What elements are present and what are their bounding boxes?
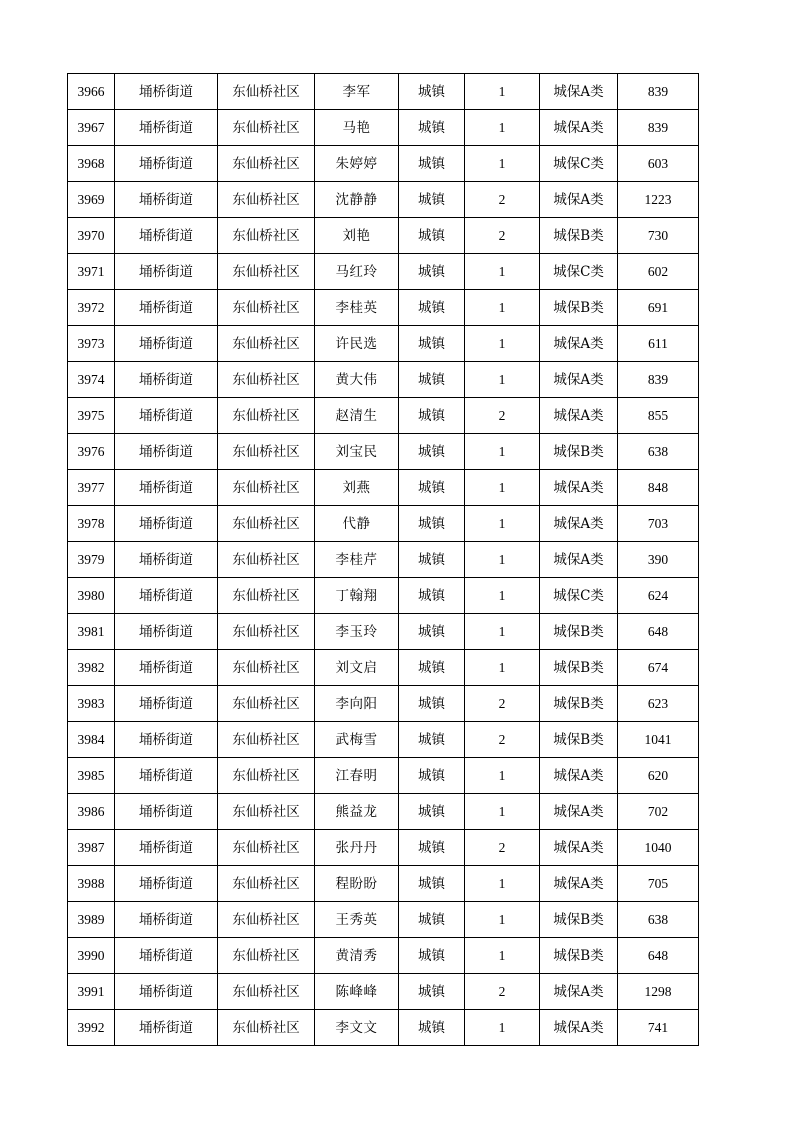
- amount-cell: 1298: [618, 974, 699, 1010]
- category-cell: 城保A类: [540, 830, 618, 866]
- name-cell: 武梅雪: [315, 722, 399, 758]
- household-type-cell: 城镇: [399, 938, 465, 974]
- community-cell: 东仙桥社区: [218, 254, 315, 290]
- table-row: [68, 218, 699, 254]
- category-cell: 城保A类: [540, 794, 618, 830]
- row-number: 3988: [68, 866, 115, 902]
- row-number: 3986: [68, 794, 115, 830]
- community-cell: 东仙桥社区: [218, 758, 315, 794]
- name-cell: 朱婷婷: [315, 146, 399, 182]
- street-cell: 埇桥街道: [115, 398, 218, 434]
- community-cell: 东仙桥社区: [218, 650, 315, 686]
- row-number: 3975: [68, 398, 115, 434]
- table-row: [68, 362, 699, 398]
- row-number: 3978: [68, 506, 115, 542]
- street-cell: 埇桥街道: [115, 794, 218, 830]
- household-type-cell: 城镇: [399, 110, 465, 146]
- community-cell: 东仙桥社区: [218, 110, 315, 146]
- household-type-cell: 城镇: [399, 74, 465, 110]
- street-cell: 埇桥街道: [115, 146, 218, 182]
- category-cell: 城保B类: [540, 218, 618, 254]
- household-type-cell: 城镇: [399, 722, 465, 758]
- name-cell: 江春明: [315, 758, 399, 794]
- member-count-cell: 1: [465, 938, 540, 974]
- community-cell: 东仙桥社区: [218, 686, 315, 722]
- street-cell: 埇桥街道: [115, 902, 218, 938]
- household-type-cell: 城镇: [399, 182, 465, 218]
- table-row: [68, 326, 699, 362]
- community-cell: 东仙桥社区: [218, 578, 315, 614]
- street-cell: 埇桥街道: [115, 326, 218, 362]
- amount-cell: 702: [618, 794, 699, 830]
- amount-cell: 390: [618, 542, 699, 578]
- household-type-cell: 城镇: [399, 362, 465, 398]
- community-cell: 东仙桥社区: [218, 722, 315, 758]
- member-count-cell: 1: [465, 866, 540, 902]
- table-row: [68, 866, 699, 902]
- household-type-cell: 城镇: [399, 470, 465, 506]
- household-type-cell: 城镇: [399, 1010, 465, 1046]
- community-cell: 东仙桥社区: [218, 218, 315, 254]
- household-type-cell: 城镇: [399, 218, 465, 254]
- row-number: 3987: [68, 830, 115, 866]
- category-cell: 城保A类: [540, 542, 618, 578]
- table-row: [68, 794, 699, 830]
- amount-cell: 624: [618, 578, 699, 614]
- community-cell: 东仙桥社区: [218, 326, 315, 362]
- community-cell: 东仙桥社区: [218, 398, 315, 434]
- name-cell: 马艳: [315, 110, 399, 146]
- row-number: 3989: [68, 902, 115, 938]
- name-cell: 黄清秀: [315, 938, 399, 974]
- name-cell: 代静: [315, 506, 399, 542]
- row-number: 3969: [68, 182, 115, 218]
- table-row: [68, 830, 699, 866]
- street-cell: 埇桥街道: [115, 434, 218, 470]
- member-count-cell: 1: [465, 578, 540, 614]
- category-cell: 城保A类: [540, 470, 618, 506]
- member-count-cell: 1: [465, 1010, 540, 1046]
- member-count-cell: 2: [465, 722, 540, 758]
- household-type-cell: 城镇: [399, 758, 465, 794]
- name-cell: 程盼盼: [315, 866, 399, 902]
- household-type-cell: 城镇: [399, 794, 465, 830]
- category-cell: 城保A类: [540, 398, 618, 434]
- street-cell: 埇桥街道: [115, 686, 218, 722]
- category-cell: 城保B类: [540, 434, 618, 470]
- name-cell: 王秀英: [315, 902, 399, 938]
- community-cell: 东仙桥社区: [218, 434, 315, 470]
- street-cell: 埇桥街道: [115, 254, 218, 290]
- amount-cell: 602: [618, 254, 699, 290]
- household-type-cell: 城镇: [399, 686, 465, 722]
- table-row: [68, 938, 699, 974]
- member-count-cell: 2: [465, 398, 540, 434]
- member-count-cell: 1: [465, 362, 540, 398]
- amount-cell: 741: [618, 1010, 699, 1046]
- table-row: [68, 614, 699, 650]
- member-count-cell: 1: [465, 758, 540, 794]
- row-number: 3984: [68, 722, 115, 758]
- community-cell: 东仙桥社区: [218, 146, 315, 182]
- table-row: [68, 398, 699, 434]
- amount-cell: 611: [618, 326, 699, 362]
- street-cell: 埇桥街道: [115, 290, 218, 326]
- name-cell: 丁翰翔: [315, 578, 399, 614]
- household-type-cell: 城镇: [399, 506, 465, 542]
- name-cell: 李桂英: [315, 290, 399, 326]
- category-cell: 城保C类: [540, 146, 618, 182]
- street-cell: 埇桥街道: [115, 110, 218, 146]
- category-cell: 城保A类: [540, 1010, 618, 1046]
- community-cell: 东仙桥社区: [218, 290, 315, 326]
- row-number: 3966: [68, 74, 115, 110]
- street-cell: 埇桥街道: [115, 830, 218, 866]
- name-cell: 李玉玲: [315, 614, 399, 650]
- table-body: [68, 74, 699, 1046]
- name-cell: 李文文: [315, 1010, 399, 1046]
- row-number: 3983: [68, 686, 115, 722]
- community-cell: 东仙桥社区: [218, 830, 315, 866]
- table-row: [68, 434, 699, 470]
- table-row: [68, 578, 699, 614]
- member-count-cell: 2: [465, 686, 540, 722]
- category-cell: 城保A类: [540, 362, 618, 398]
- household-type-cell: 城镇: [399, 974, 465, 1010]
- row-number: 3990: [68, 938, 115, 974]
- row-number: 3972: [68, 290, 115, 326]
- name-cell: 黄大伟: [315, 362, 399, 398]
- amount-cell: 1223: [618, 182, 699, 218]
- member-count-cell: 1: [465, 110, 540, 146]
- community-cell: 东仙桥社区: [218, 794, 315, 830]
- amount-cell: 691: [618, 290, 699, 326]
- category-cell: 城保B类: [540, 722, 618, 758]
- community-cell: 东仙桥社区: [218, 362, 315, 398]
- row-number: 3968: [68, 146, 115, 182]
- name-cell: 马红玲: [315, 254, 399, 290]
- street-cell: 埇桥街道: [115, 542, 218, 578]
- table-row: [68, 1010, 699, 1046]
- category-cell: 城保A类: [540, 74, 618, 110]
- community-cell: 东仙桥社区: [218, 938, 315, 974]
- row-number: 3971: [68, 254, 115, 290]
- category-cell: 城保A类: [540, 866, 618, 902]
- household-type-cell: 城镇: [399, 398, 465, 434]
- member-count-cell: 1: [465, 506, 540, 542]
- category-cell: 城保B类: [540, 686, 618, 722]
- category-cell: 城保B类: [540, 290, 618, 326]
- category-cell: 城保C类: [540, 254, 618, 290]
- row-number: 3976: [68, 434, 115, 470]
- category-cell: 城保A类: [540, 506, 618, 542]
- row-number: 3977: [68, 470, 115, 506]
- street-cell: 埇桥街道: [115, 938, 218, 974]
- community-cell: 东仙桥社区: [218, 74, 315, 110]
- amount-cell: 705: [618, 866, 699, 902]
- name-cell: 李桂芹: [315, 542, 399, 578]
- row-number: 3980: [68, 578, 115, 614]
- street-cell: 埇桥街道: [115, 578, 218, 614]
- household-type-cell: 城镇: [399, 434, 465, 470]
- category-cell: 城保B类: [540, 650, 618, 686]
- community-cell: 东仙桥社区: [218, 902, 315, 938]
- name-cell: 李军: [315, 74, 399, 110]
- table-row: [68, 650, 699, 686]
- beneficiary-table: [67, 73, 699, 1046]
- table-row: [68, 110, 699, 146]
- member-count-cell: 2: [465, 182, 540, 218]
- table-row: [68, 974, 699, 1010]
- category-cell: 城保B类: [540, 902, 618, 938]
- street-cell: 埇桥街道: [115, 1010, 218, 1046]
- member-count-cell: 2: [465, 974, 540, 1010]
- household-type-cell: 城镇: [399, 830, 465, 866]
- amount-cell: 848: [618, 470, 699, 506]
- amount-cell: 674: [618, 650, 699, 686]
- amount-cell: 855: [618, 398, 699, 434]
- amount-cell: 648: [618, 938, 699, 974]
- table-row: [68, 506, 699, 542]
- name-cell: 张丹丹: [315, 830, 399, 866]
- amount-cell: 623: [618, 686, 699, 722]
- household-type-cell: 城镇: [399, 326, 465, 362]
- member-count-cell: 1: [465, 542, 540, 578]
- household-type-cell: 城镇: [399, 254, 465, 290]
- table-row: [68, 686, 699, 722]
- street-cell: 埇桥街道: [115, 650, 218, 686]
- table-row: [68, 254, 699, 290]
- street-cell: 埇桥街道: [115, 722, 218, 758]
- amount-cell: 839: [618, 110, 699, 146]
- name-cell: 许民选: [315, 326, 399, 362]
- category-cell: 城保A类: [540, 326, 618, 362]
- row-number: 3991: [68, 974, 115, 1010]
- amount-cell: 703: [618, 506, 699, 542]
- member-count-cell: 1: [465, 74, 540, 110]
- member-count-cell: 1: [465, 470, 540, 506]
- community-cell: 东仙桥社区: [218, 614, 315, 650]
- street-cell: 埇桥街道: [115, 758, 218, 794]
- amount-cell: 648: [618, 614, 699, 650]
- name-cell: 刘燕: [315, 470, 399, 506]
- table-row: [68, 290, 699, 326]
- row-number: 3970: [68, 218, 115, 254]
- amount-cell: 839: [618, 74, 699, 110]
- table-row: [68, 722, 699, 758]
- household-type-cell: 城镇: [399, 866, 465, 902]
- name-cell: 李向阳: [315, 686, 399, 722]
- street-cell: 埇桥街道: [115, 362, 218, 398]
- name-cell: 刘文启: [315, 650, 399, 686]
- amount-cell: 839: [618, 362, 699, 398]
- table-row: [68, 542, 699, 578]
- row-number: 3992: [68, 1010, 115, 1046]
- member-count-cell: 1: [465, 290, 540, 326]
- name-cell: 沈静静: [315, 182, 399, 218]
- table-row: [68, 74, 699, 110]
- name-cell: 陈峰峰: [315, 974, 399, 1010]
- name-cell: 刘艳: [315, 218, 399, 254]
- name-cell: 熊益龙: [315, 794, 399, 830]
- street-cell: 埇桥街道: [115, 614, 218, 650]
- table-row: [68, 146, 699, 182]
- street-cell: 埇桥街道: [115, 182, 218, 218]
- member-count-cell: 1: [465, 902, 540, 938]
- amount-cell: 638: [618, 902, 699, 938]
- amount-cell: 1040: [618, 830, 699, 866]
- community-cell: 东仙桥社区: [218, 506, 315, 542]
- community-cell: 东仙桥社区: [218, 866, 315, 902]
- household-type-cell: 城镇: [399, 542, 465, 578]
- row-number: 3967: [68, 110, 115, 146]
- category-cell: 城保A类: [540, 182, 618, 218]
- member-count-cell: 1: [465, 794, 540, 830]
- name-cell: 刘宝民: [315, 434, 399, 470]
- category-cell: 城保C类: [540, 578, 618, 614]
- table-row: [68, 182, 699, 218]
- community-cell: 东仙桥社区: [218, 470, 315, 506]
- name-cell: 赵清生: [315, 398, 399, 434]
- community-cell: 东仙桥社区: [218, 542, 315, 578]
- community-cell: 东仙桥社区: [218, 974, 315, 1010]
- category-cell: 城保A类: [540, 110, 618, 146]
- household-type-cell: 城镇: [399, 146, 465, 182]
- row-number: 3981: [68, 614, 115, 650]
- table-row: [68, 470, 699, 506]
- household-type-cell: 城镇: [399, 578, 465, 614]
- category-cell: 城保A类: [540, 974, 618, 1010]
- amount-cell: 1041: [618, 722, 699, 758]
- household-type-cell: 城镇: [399, 902, 465, 938]
- category-cell: 城保B类: [540, 614, 618, 650]
- row-number: 3974: [68, 362, 115, 398]
- household-type-cell: 城镇: [399, 650, 465, 686]
- row-number: 3973: [68, 326, 115, 362]
- row-number: 3982: [68, 650, 115, 686]
- member-count-cell: 2: [465, 830, 540, 866]
- member-count-cell: 2: [465, 218, 540, 254]
- street-cell: 埇桥街道: [115, 866, 218, 902]
- member-count-cell: 1: [465, 326, 540, 362]
- street-cell: 埇桥街道: [115, 470, 218, 506]
- member-count-cell: 1: [465, 254, 540, 290]
- street-cell: 埇桥街道: [115, 974, 218, 1010]
- street-cell: 埇桥街道: [115, 506, 218, 542]
- table-row: [68, 902, 699, 938]
- amount-cell: 620: [618, 758, 699, 794]
- member-count-cell: 1: [465, 146, 540, 182]
- member-count-cell: 1: [465, 614, 540, 650]
- amount-cell: 638: [618, 434, 699, 470]
- household-type-cell: 城镇: [399, 290, 465, 326]
- member-count-cell: 1: [465, 434, 540, 470]
- category-cell: 城保B类: [540, 938, 618, 974]
- amount-cell: 730: [618, 218, 699, 254]
- amount-cell: 603: [618, 146, 699, 182]
- household-type-cell: 城镇: [399, 614, 465, 650]
- category-cell: 城保A类: [540, 758, 618, 794]
- row-number: 3985: [68, 758, 115, 794]
- community-cell: 东仙桥社区: [218, 1010, 315, 1046]
- street-cell: 埇桥街道: [115, 218, 218, 254]
- table-row: [68, 758, 699, 794]
- row-number: 3979: [68, 542, 115, 578]
- community-cell: 东仙桥社区: [218, 182, 315, 218]
- member-count-cell: 1: [465, 650, 540, 686]
- street-cell: 埇桥街道: [115, 74, 218, 110]
